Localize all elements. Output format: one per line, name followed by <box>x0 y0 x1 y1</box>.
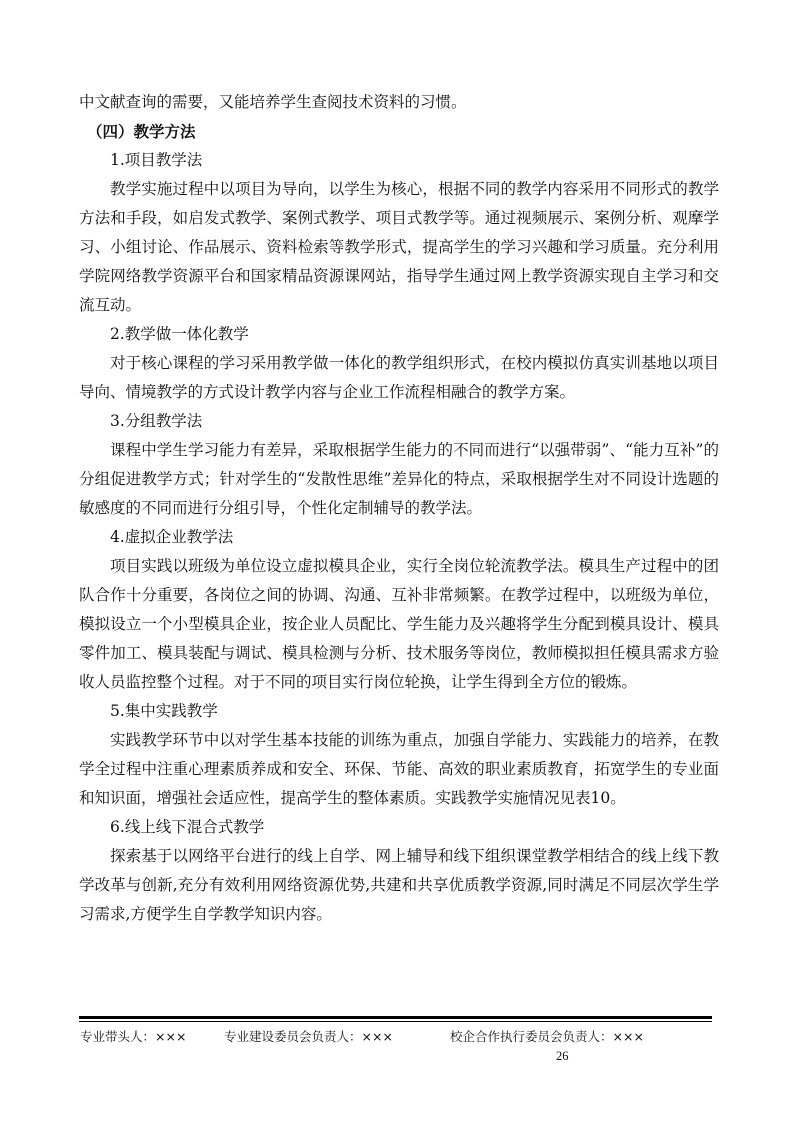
subheading-project-method: 1.项目教学法 <box>110 151 203 169</box>
paragraph-group-teaching: 课程中学生学习能力有差异，采取根据学生能力的不同而进行“以强带弱”、“能力互补”的分组促进教学方式；针对学生的“发散性思维”差异化的特点，采取根据学生对不同设计选题的敏感度的不同而进行分组引导，个性化定制辅导的教学法。 <box>79 441 719 517</box>
footer-committee: 专业建设委员会负责人：××× <box>224 1029 393 1044</box>
section-heading: （四）教学方法 <box>87 122 196 141</box>
footer-divider-thick <box>79 1016 712 1019</box>
paragraph-continuation: 中文献查询的需要，又能培养学生查阅技术资料的习惯。 <box>79 93 467 111</box>
footer-leader: 专业带头人：××× <box>80 1029 187 1044</box>
subheading-group-teaching: 3.分组教学法 <box>110 412 203 430</box>
subheading-virtual-enterprise: 4.虚拟企业教学法 <box>110 528 234 546</box>
paragraph-blended-teaching: 探索基于以网络平台进行的线上自学、网上辅导和线下组织课堂教学相结合的线上线下教学改革与创新,充分有效利用网络资源优势,共建和共享优质教学资源,同时满足不同层次学生学习需求,方便学生自学教学知识内容。 <box>79 847 719 923</box>
page-number: 26 <box>556 1049 569 1063</box>
subheading-integrated-teaching: 2.教学做一体化教学 <box>110 325 249 343</box>
subheading-blended-teaching: 6.线上线下混合式教学 <box>110 818 265 836</box>
paragraph-virtual-enterprise: 项目实践以班级为单位设立虚拟模具企业，实行全岗位轮流教学法。模具生产过程中的团队合作十分重要，各岗位之间的协调、沟通、互补非常频繁。在教学过程中，以班级为单位，模拟设立一个小型模具企业，按企业人员配比、学生能力及兴趣将学生分配到模具设计、模具零件加工、模具装配与调试、模具检测与分析、技术服务等岗位，教师模拟担任模具需求方验收人员监控整个过程。对于不同的项目实行岗位轮换，让学生得到全方位的锻炼。 <box>79 557 719 691</box>
footer-coop: 校企合作执行委员会负责人：××× <box>450 1029 644 1044</box>
paragraph-practice-teaching: 实践教学环节中以对学生基本技能的训练为重点，加强自学能力、实践能力的培养，在教学全过程中注重心理素质养成和安全、环保、节能、高效的职业素质教育，拓宽学生的专业面和知识面，增强社会适应性，提高学生的整体素质。实践教学实施情况见表10。 <box>79 731 719 807</box>
body-text <box>79 88 719 929</box>
footer-divider-thin <box>79 1021 712 1022</box>
subheading-practice-teaching: 5.集中实践教学 <box>110 702 218 720</box>
paragraph-integrated-teaching: 对于核心课程的学习采用教学做一体化的教学组织形式，在校内模拟仿真实训基地以项目导向、情境教学的方式设计教学内容与企业工作流程相融合的教学方案。 <box>79 354 719 401</box>
paragraph-project-method: 教学实施过程中以项目为导向，以学生为核心，根据不同的教学内容采用不同形式的教学方法和手段，如启发式教学、案例式教学、项目式教学等。通过视频展示、案例分析、观摩学习、小组讨论、作品展示、资料检索等教学形式，提高学生的学习兴趣和学习质量。充分利用学院网络教学资源平台和国家精品资源课网站，指导学生通过网上教学资源实现自主学习和交流互动。 <box>79 180 719 314</box>
